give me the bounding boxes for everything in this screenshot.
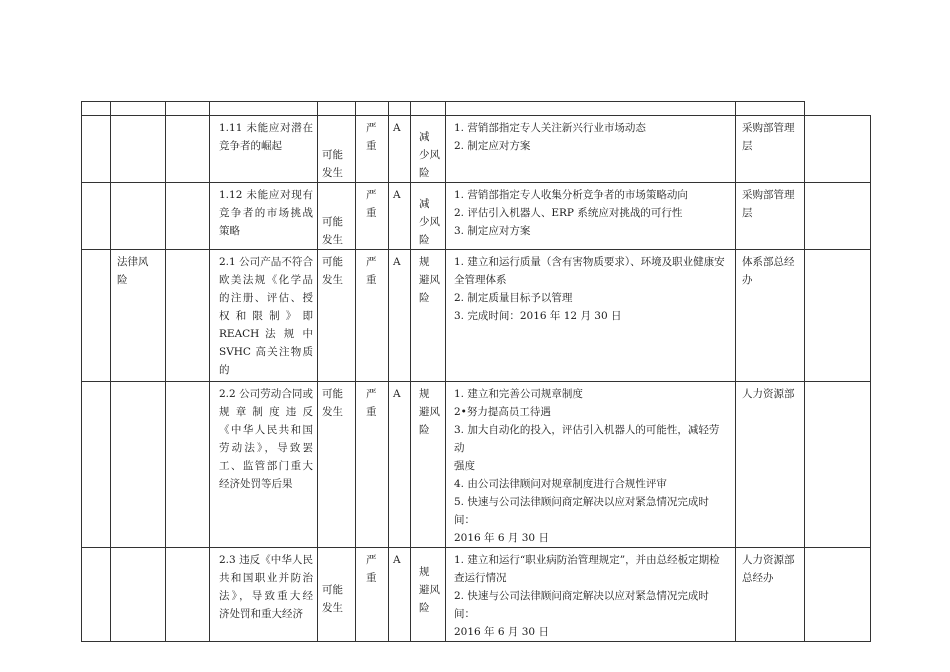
likelihood-cell-line: 发生 — [322, 274, 343, 286]
table-row — [82, 183, 871, 250]
header-cell — [389, 102, 411, 116]
strategy-cell-line: 险 — [419, 424, 430, 436]
risk-description-cell — [210, 548, 318, 642]
grade-cell: A — [389, 548, 411, 642]
risk-description-cell-line: 1.12 未能应对现有 — [219, 189, 313, 201]
strategy-cell-line: 避风 — [419, 274, 440, 286]
risk-description-cell-line: 《中华人民共和国 — [219, 424, 313, 436]
severity-cell-line: 重 — [366, 274, 377, 286]
strategy-cell-line: 避风 — [419, 584, 440, 596]
table-row — [82, 382, 871, 548]
owner-cell — [736, 250, 805, 382]
measures-cell-line: 1. 建立和完善公司规章制度 — [454, 388, 583, 400]
header-cell — [736, 102, 805, 116]
measures-cell-line: 2. 评估引入机器人、ERP 系统应对挑战的可行性 — [454, 207, 683, 219]
risk-description-cell — [210, 183, 318, 250]
strategy-cell — [411, 183, 446, 250]
owner-cell-line: 人力资源部 — [742, 554, 795, 566]
measures-cell-line: 4. 由公司法律顾问对规章制度进行合规性评审 — [454, 478, 667, 490]
category-cell — [111, 250, 166, 382]
measures-cell — [446, 250, 736, 382]
measures-cell — [446, 183, 736, 250]
risk-description-cell-line: 共和国职业并防治 — [219, 572, 313, 584]
category-cell — [111, 548, 166, 642]
likelihood-cell — [318, 250, 356, 382]
header-cell — [356, 102, 389, 116]
strategy-cell-line: 规 — [419, 256, 430, 268]
likelihood-cell — [318, 116, 356, 183]
risk-description-cell-line: 规章制度违反 — [219, 406, 313, 418]
owner-cell-line: 办 — [742, 274, 753, 286]
measures-cell — [446, 116, 736, 183]
likelihood-cell-line: 发生 — [322, 602, 343, 614]
owner-cell — [736, 183, 805, 250]
risk-description-cell — [210, 382, 318, 548]
measures-cell-line: 2016 年 6 月 30 日 — [454, 626, 549, 638]
severity-cell — [356, 548, 389, 642]
risk-description-cell-line: 策略 — [219, 225, 240, 237]
measures-cell-line: 查运行情况 — [454, 572, 507, 584]
severity-cell-line: 严 — [366, 189, 377, 201]
likelihood-cell-line: 可能 — [322, 216, 343, 228]
remark-cell — [805, 382, 871, 548]
measures-cell-line: 全管理体系 — [454, 274, 507, 286]
table-row — [82, 250, 871, 382]
likelihood-cell-line: 可能 — [322, 149, 343, 161]
remark-cell — [805, 250, 871, 382]
category-cell-line: 法律风 — [117, 256, 149, 268]
strategy-cell-line: 避风 — [419, 406, 440, 418]
risk-description-cell-line: 竞争者的市场挑战 — [219, 207, 313, 219]
subcategory-cell — [166, 382, 210, 548]
severity-cell-line: 重 — [366, 572, 377, 584]
risk-description-cell-line: 济处罚和重大经济 — [219, 608, 303, 620]
risk-description-cell-line: 的注册、评估、授 — [219, 292, 313, 304]
measures-cell-line: 1. 建立和运行质量（含有害物质要求）、环境及职业健康安 — [454, 256, 725, 268]
measures-cell-line: 2. 快速与公司法律顾问商定解决以应对紧急情况完成时间： — [454, 590, 709, 620]
risk-description-cell-line: 欧美法规《化学品 — [219, 274, 313, 286]
grade-cell: A — [389, 183, 411, 250]
remark-cell — [805, 116, 871, 183]
header-cell — [166, 102, 210, 116]
measures-cell-line: 5. 快速与公司法律顾问商定解决以应对紧急情况完成时间： — [454, 496, 709, 526]
severity-cell-line: 严 — [366, 554, 377, 566]
header-cell — [411, 102, 446, 116]
index-cell — [82, 183, 111, 250]
measures-cell-line: 3. 制定应对方案 — [454, 225, 531, 237]
owner-cell-line: 体系部总经 — [742, 256, 795, 268]
likelihood-cell-line: 发生 — [322, 234, 343, 246]
strategy-cell-line: 规 — [419, 566, 430, 578]
risk-description-cell-line: 2.2 公司劳动合同或 — [219, 388, 313, 400]
index-cell — [82, 250, 111, 382]
owner-cell-line: 总经办 — [742, 572, 774, 584]
likelihood-cell — [318, 382, 356, 548]
measures-cell-line: 1. 营销部指定专人关注新兴行业市场动态 — [454, 122, 646, 134]
risk-description-cell-line: 法》，导致重大经 — [219, 590, 313, 602]
measures-cell-line: 2. 制定质量目标予以管理 — [454, 292, 573, 304]
category-cell — [111, 382, 166, 548]
measures-cell-line: 3. 加大自动化的投入，评估引入机器人的可能性，减轻劳动 — [454, 424, 720, 454]
subcategory-cell — [166, 548, 210, 642]
measures-cell-line: 1. 营销部指定专人收集分析竞争者的市场策略动向 — [454, 189, 688, 201]
header-cell — [318, 102, 356, 116]
strategy-cell-line: 险 — [419, 602, 430, 614]
risk-description-cell-line: 2.1 公司产品不符合 — [219, 256, 313, 268]
measures-cell — [446, 382, 736, 548]
likelihood-cell-line: 可能 — [322, 256, 343, 268]
subcategory-cell — [166, 250, 210, 382]
severity-cell — [356, 183, 389, 250]
severity-cell-line: 严 — [366, 122, 377, 134]
risk-description-cell-line: 1.11 未能应对潜在 — [219, 122, 313, 134]
risk-description-cell — [210, 250, 318, 382]
strategy-cell-line: 少风 — [419, 149, 440, 161]
measures-cell-line: 强度 — [454, 460, 475, 472]
measures-cell-line: 2•努力提高员工待遇 — [454, 406, 551, 418]
strategy-cell-line: 险 — [419, 167, 430, 179]
likelihood-cell-line: 发生 — [322, 167, 343, 179]
likelihood-cell-line: 发生 — [322, 406, 343, 418]
subcategory-cell — [166, 183, 210, 250]
risk-table — [81, 101, 871, 642]
likelihood-cell-line: 可能 — [322, 584, 343, 596]
category-cell — [111, 116, 166, 183]
risk-description-cell-line: 2.3 违反《中华人民 — [219, 554, 313, 566]
index-cell — [82, 382, 111, 548]
strategy-cell-line: 险 — [419, 292, 430, 304]
subcategory-cell — [166, 116, 210, 183]
owner-cell-line: 层 — [742, 207, 753, 219]
strategy-cell — [411, 116, 446, 183]
header-cell — [111, 102, 166, 116]
category-cell — [111, 183, 166, 250]
grade-cell: A — [389, 382, 411, 548]
table-row — [82, 548, 871, 642]
remark-cell — [805, 548, 871, 642]
risk-table-page — [81, 101, 871, 642]
strategy-cell — [411, 250, 446, 382]
header-cell — [446, 102, 736, 116]
header-cell — [82, 102, 111, 116]
severity-cell — [356, 250, 389, 382]
severity-cell-line: 重 — [366, 406, 377, 418]
grade-cell: A — [389, 250, 411, 382]
owner-cell — [736, 116, 805, 183]
likelihood-cell-line: 可能 — [322, 388, 343, 400]
strategy-cell-line: 减 — [419, 198, 430, 210]
strategy-cell-line: 规 — [419, 388, 430, 400]
measures-cell-line: 2. 制定应对方案 — [454, 140, 531, 152]
strategy-cell — [411, 548, 446, 642]
measures-cell-line: 1. 建立和运行“职业病防治管理规定”，并由总经板定期检 — [454, 554, 720, 566]
owner-cell-line: 人力资源部 — [742, 388, 795, 400]
severity-cell-line: 重 — [366, 140, 377, 152]
owner-cell-line: 采购部管理 — [742, 122, 795, 134]
severity-cell-line: 重 — [366, 207, 377, 219]
severity-cell-line: 严 — [366, 256, 377, 268]
risk-description-cell — [210, 116, 318, 183]
header-row — [82, 102, 871, 116]
risk-description-cell-line: SVHC 高关注物质的 — [219, 346, 313, 376]
risk-description-cell-line: REACH 法 规 中 — [219, 328, 313, 340]
severity-cell-line: 严 — [366, 388, 377, 400]
index-cell — [82, 116, 111, 183]
owner-cell-line: 层 — [742, 140, 753, 152]
risk-description-cell-line: 权 和 限 制 》 即 — [219, 310, 313, 322]
strategy-cell — [411, 382, 446, 548]
remark-cell — [805, 183, 871, 250]
risk-description-cell-line: 经济处罚等后果 — [219, 478, 293, 490]
strategy-cell-line: 减 — [419, 131, 430, 143]
severity-cell — [356, 382, 389, 548]
header-cell — [210, 102, 318, 116]
owner-cell — [736, 548, 805, 642]
likelihood-cell — [318, 183, 356, 250]
risk-description-cell-line: 工、监管部门重大 — [219, 460, 313, 472]
strategy-cell-line: 少风 — [419, 216, 440, 228]
risk-description-cell-line: 竞争者的崛起 — [219, 140, 282, 152]
index-cell — [82, 548, 111, 642]
category-cell-line: 险 — [117, 274, 128, 286]
grade-cell: A — [389, 116, 411, 183]
likelihood-cell — [318, 548, 356, 642]
risk-description-cell-line: 劳动法》，导致罢 — [219, 442, 313, 454]
measures-cell-line: 3. 完成时间：2016 年 12 月 30 日 — [454, 310, 622, 322]
owner-cell-line: 采购部管理 — [742, 189, 795, 201]
measures-cell-line: 2016 年 6 月 30 日 — [454, 532, 549, 544]
table-row — [82, 116, 871, 183]
owner-cell — [736, 382, 805, 548]
severity-cell — [356, 116, 389, 183]
measures-cell — [446, 548, 736, 642]
strategy-cell-line: 险 — [419, 234, 430, 246]
